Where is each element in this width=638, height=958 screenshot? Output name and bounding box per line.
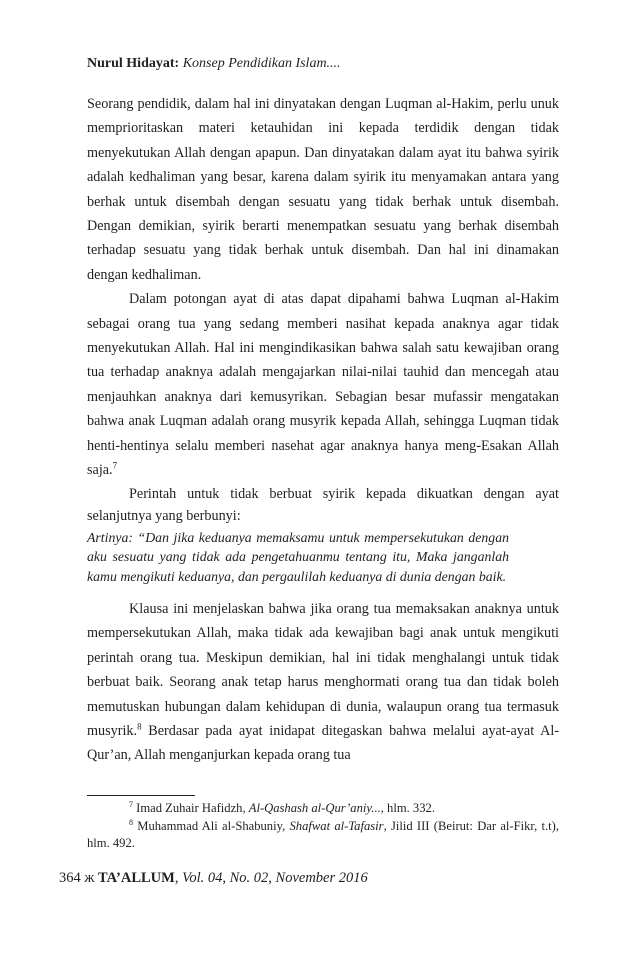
footnotes — [87, 800, 559, 853]
article-body — [87, 92, 559, 768]
running-header — [87, 56, 341, 72]
footer-separator: ж — [84, 870, 95, 886]
paragraph-1-text: Seorang pendidik, dalam hal ini dinyatakan dengan Luqman al-Hakim, perlu unuk memprioritaskan materi ketauhidan ini kepada terdidik dengan tidak menyekutukan Allah dengan apapun. Dan dinyatakan dalam ayat itu bahwa syirik adalah kedhaliman yang besar, karena dalam syirik itu menyamakan antara yang berhak untuk disembah dengan sesuatu yang tidak berhak untuk disembah. Dengan demikian, syirik berarti menempatkan sesuatu yang berhak disembah terhadap sesuatu yang tidak berhak untuk disembah. Dan hal ini dinamakan dengan kedhaliman. — [87, 96, 559, 283]
paragraph-2-text: Dalam potongan ayat di atas dapat dipahami bahwa Luqman al-Hakim sebagai orang tua yang sedang memberi nasihat kepada anaknya agar tidak menyekutukan Allah. Hal ini mengindikasikan bahwa salah satu kewajiban orang tua terhadap anaknya adalah mengajarkan nilai-nilai tauhid dan mencegah atau menjauhkan anaknya dari kemusyrikan. Sebagian besar mufassir mengatakan bahwa anak Luqman adalah orang musyrik kepada Allah, sehingga Luqman tidak henti-hentinya selalu memberi nasehat agar anaknya hanya meng-Esakan Allah saja. — [87, 291, 559, 479]
paragraph-4 — [87, 597, 559, 768]
page-number: 364 — [59, 870, 81, 886]
footnote-8 — [87, 818, 559, 853]
paragraph-4-text: Klausa ini menjelaskan bahwa jika orang tua memaksakan anaknya untuk mempersekutukan Allah, maka tidak ada kewajiban bagi anak untuk mengikuti perintah orang tua. Meskipun demikian, hal ini tidak menghalangi untuk tidak berbuat baik. Seorang anak tetap harus menghormati orang tua dan tidak boleh memutuskan hubungan dalam kehidupan di dunia, walaupun orang tua termasuk musyrik. — [87, 600, 559, 739]
journal-name: TA’ALLUM — [98, 870, 175, 886]
footnote-number: 7 — [129, 799, 133, 809]
footnote-text: Imad Zuhair Hafidzh, — [133, 801, 249, 815]
footnote-text: , hlm. 332. — [380, 801, 435, 815]
paragraph-4-continuation: Berdasar pada ayat inidapat ditegaskan bahwa melalui ayat-ayat Al-Qur’an, Allah menganjurkan kepada orang tua — [87, 722, 559, 764]
header-author: Nurul Hidayat: — [87, 56, 180, 71]
footnote-source-title: Al-Qashash al-Qur’aniy... — [248, 801, 381, 815]
journal-issue: , Vol. 04, No. 02, November 2016 — [174, 870, 368, 886]
footnote-separator — [87, 795, 195, 796]
footnote-text: , Jilid III (Beirut: Dar al-Fikr, t.t), hlm. 492. — [87, 818, 559, 850]
footnote-text: Muhammad Ali al-Shabuniy, — [133, 818, 290, 833]
footnote-ref-7: 7 — [112, 460, 118, 471]
paragraph-1 — [87, 92, 559, 287]
footnote-ref-8: 8 — [137, 721, 142, 732]
header-article-title: Konsep Pendidikan Islam.... — [182, 56, 341, 71]
paragraph-2 — [87, 287, 559, 482]
footnote-source-title: Shafwat al-Tafasir — [289, 818, 384, 833]
paragraph-3-text: Perintah untuk tidak berbuat syirik kepada dikuatkan dengan ayat selanjutnya yang berbunyi: — [87, 485, 559, 524]
paragraph-3 — [87, 483, 559, 528]
footnote-number: 8 — [129, 817, 133, 827]
quran-translation-quote: Artinya: “Dan jika keduanya memaksamu untuk mempersekutukan dengan aku sesuatu yang tidak ada pengetahuanmu tentang itu, Maka janganlah kamu mengikuti keduanya, dan pergaulilah keduanya di dunia dengan baik. — [87, 529, 509, 585]
page-footer — [59, 870, 368, 887]
footnote-7 — [87, 800, 559, 818]
